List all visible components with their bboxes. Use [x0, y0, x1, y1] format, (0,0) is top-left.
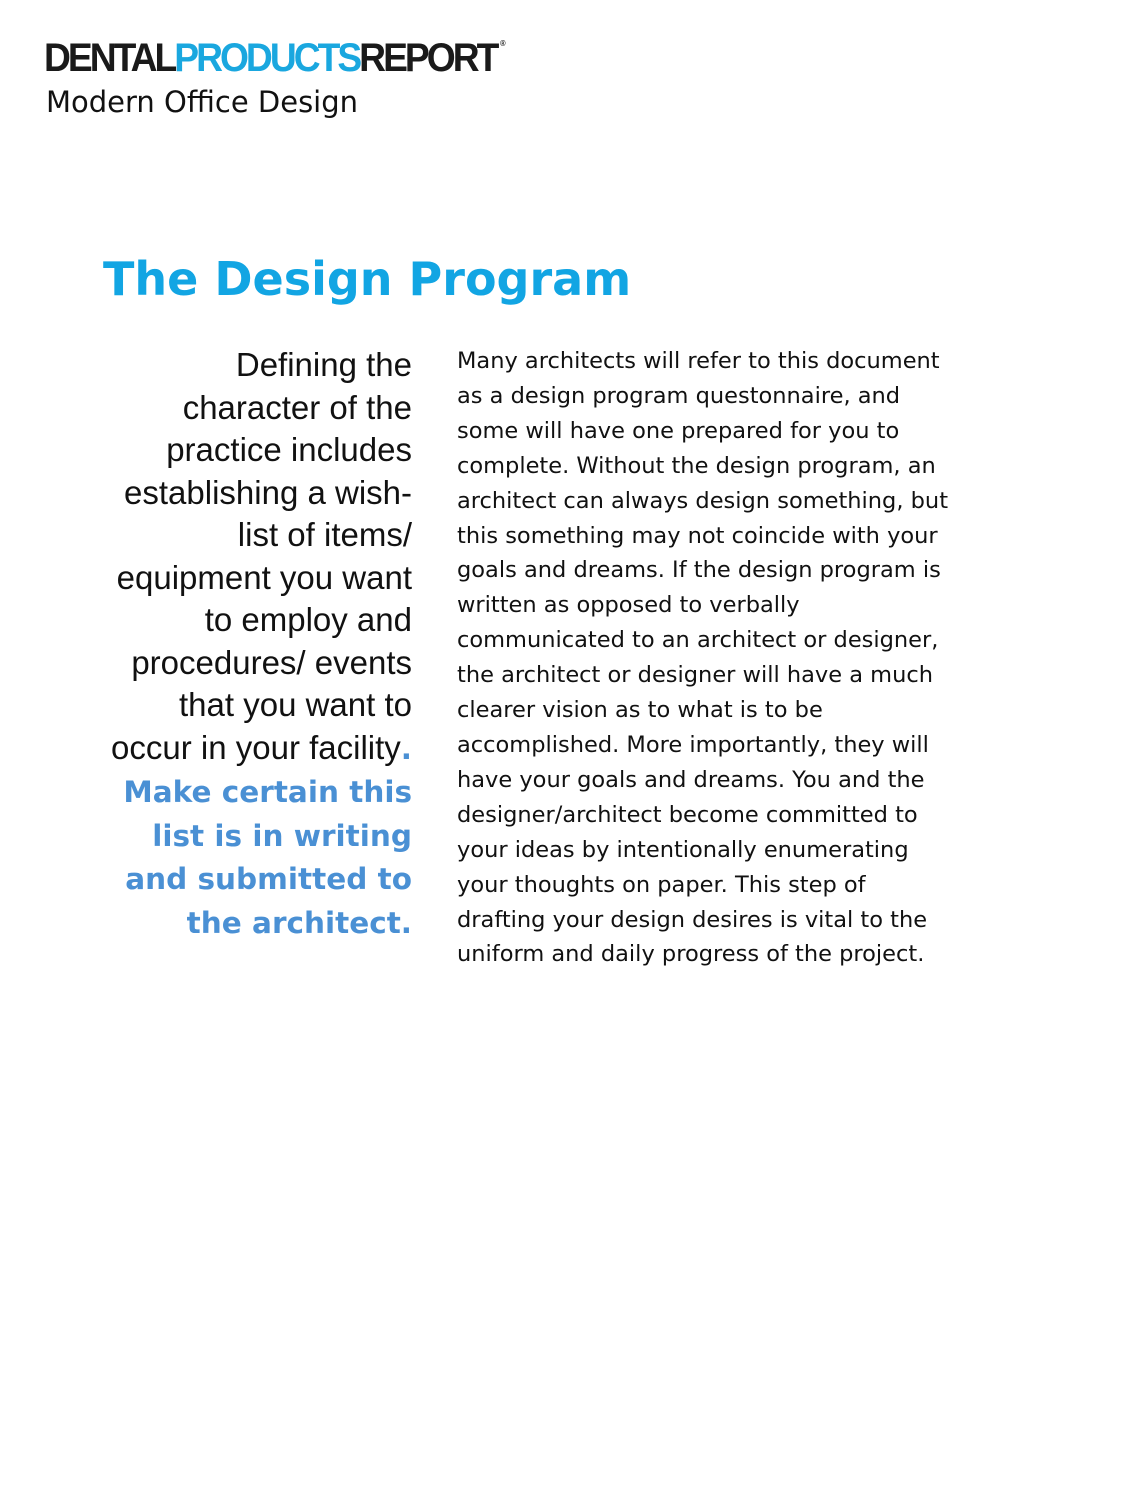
article-title: The Design Program: [103, 252, 632, 306]
body-paragraph: Many architects will refer to this document as a design program questonnaire, and some will have one prepared for you to complete. Without the design program, an architect can always design something, but this something may not coincide with your goals and dreams. If the design program is written as opposed to verbally communicated to an architect or designer, the architect or designer will have a much clearer vision as to what is to be accomplished. More importantly, they will have your goals and dreams. You and the designer/architect become committed to your ideas by intentionally enumerating your thoughts on paper. This step of drafting your design desires is vital to the uniform and daily progress of the project.: [457, 348, 949, 968]
pull-quote-emphasis: . Make certain this list is in writing and submitted to the architect.: [123, 731, 412, 940]
section-name: Modern Office Design: [46, 85, 359, 119]
pull-quote-text: Defining the character of the practice includes establishing a wish-list of items/ equipment you want to employ and procedures/ events that you want to occur in your facility: [111, 346, 412, 766]
registered-mark: ®: [500, 39, 506, 48]
logo-report: REPORT: [359, 36, 497, 80]
magazine-logo: [44, 38, 506, 78]
logo-products: PRODUCTS: [174, 36, 360, 80]
logo-dental: DENTAL: [44, 36, 175, 80]
pull-quote: [96, 344, 412, 944]
